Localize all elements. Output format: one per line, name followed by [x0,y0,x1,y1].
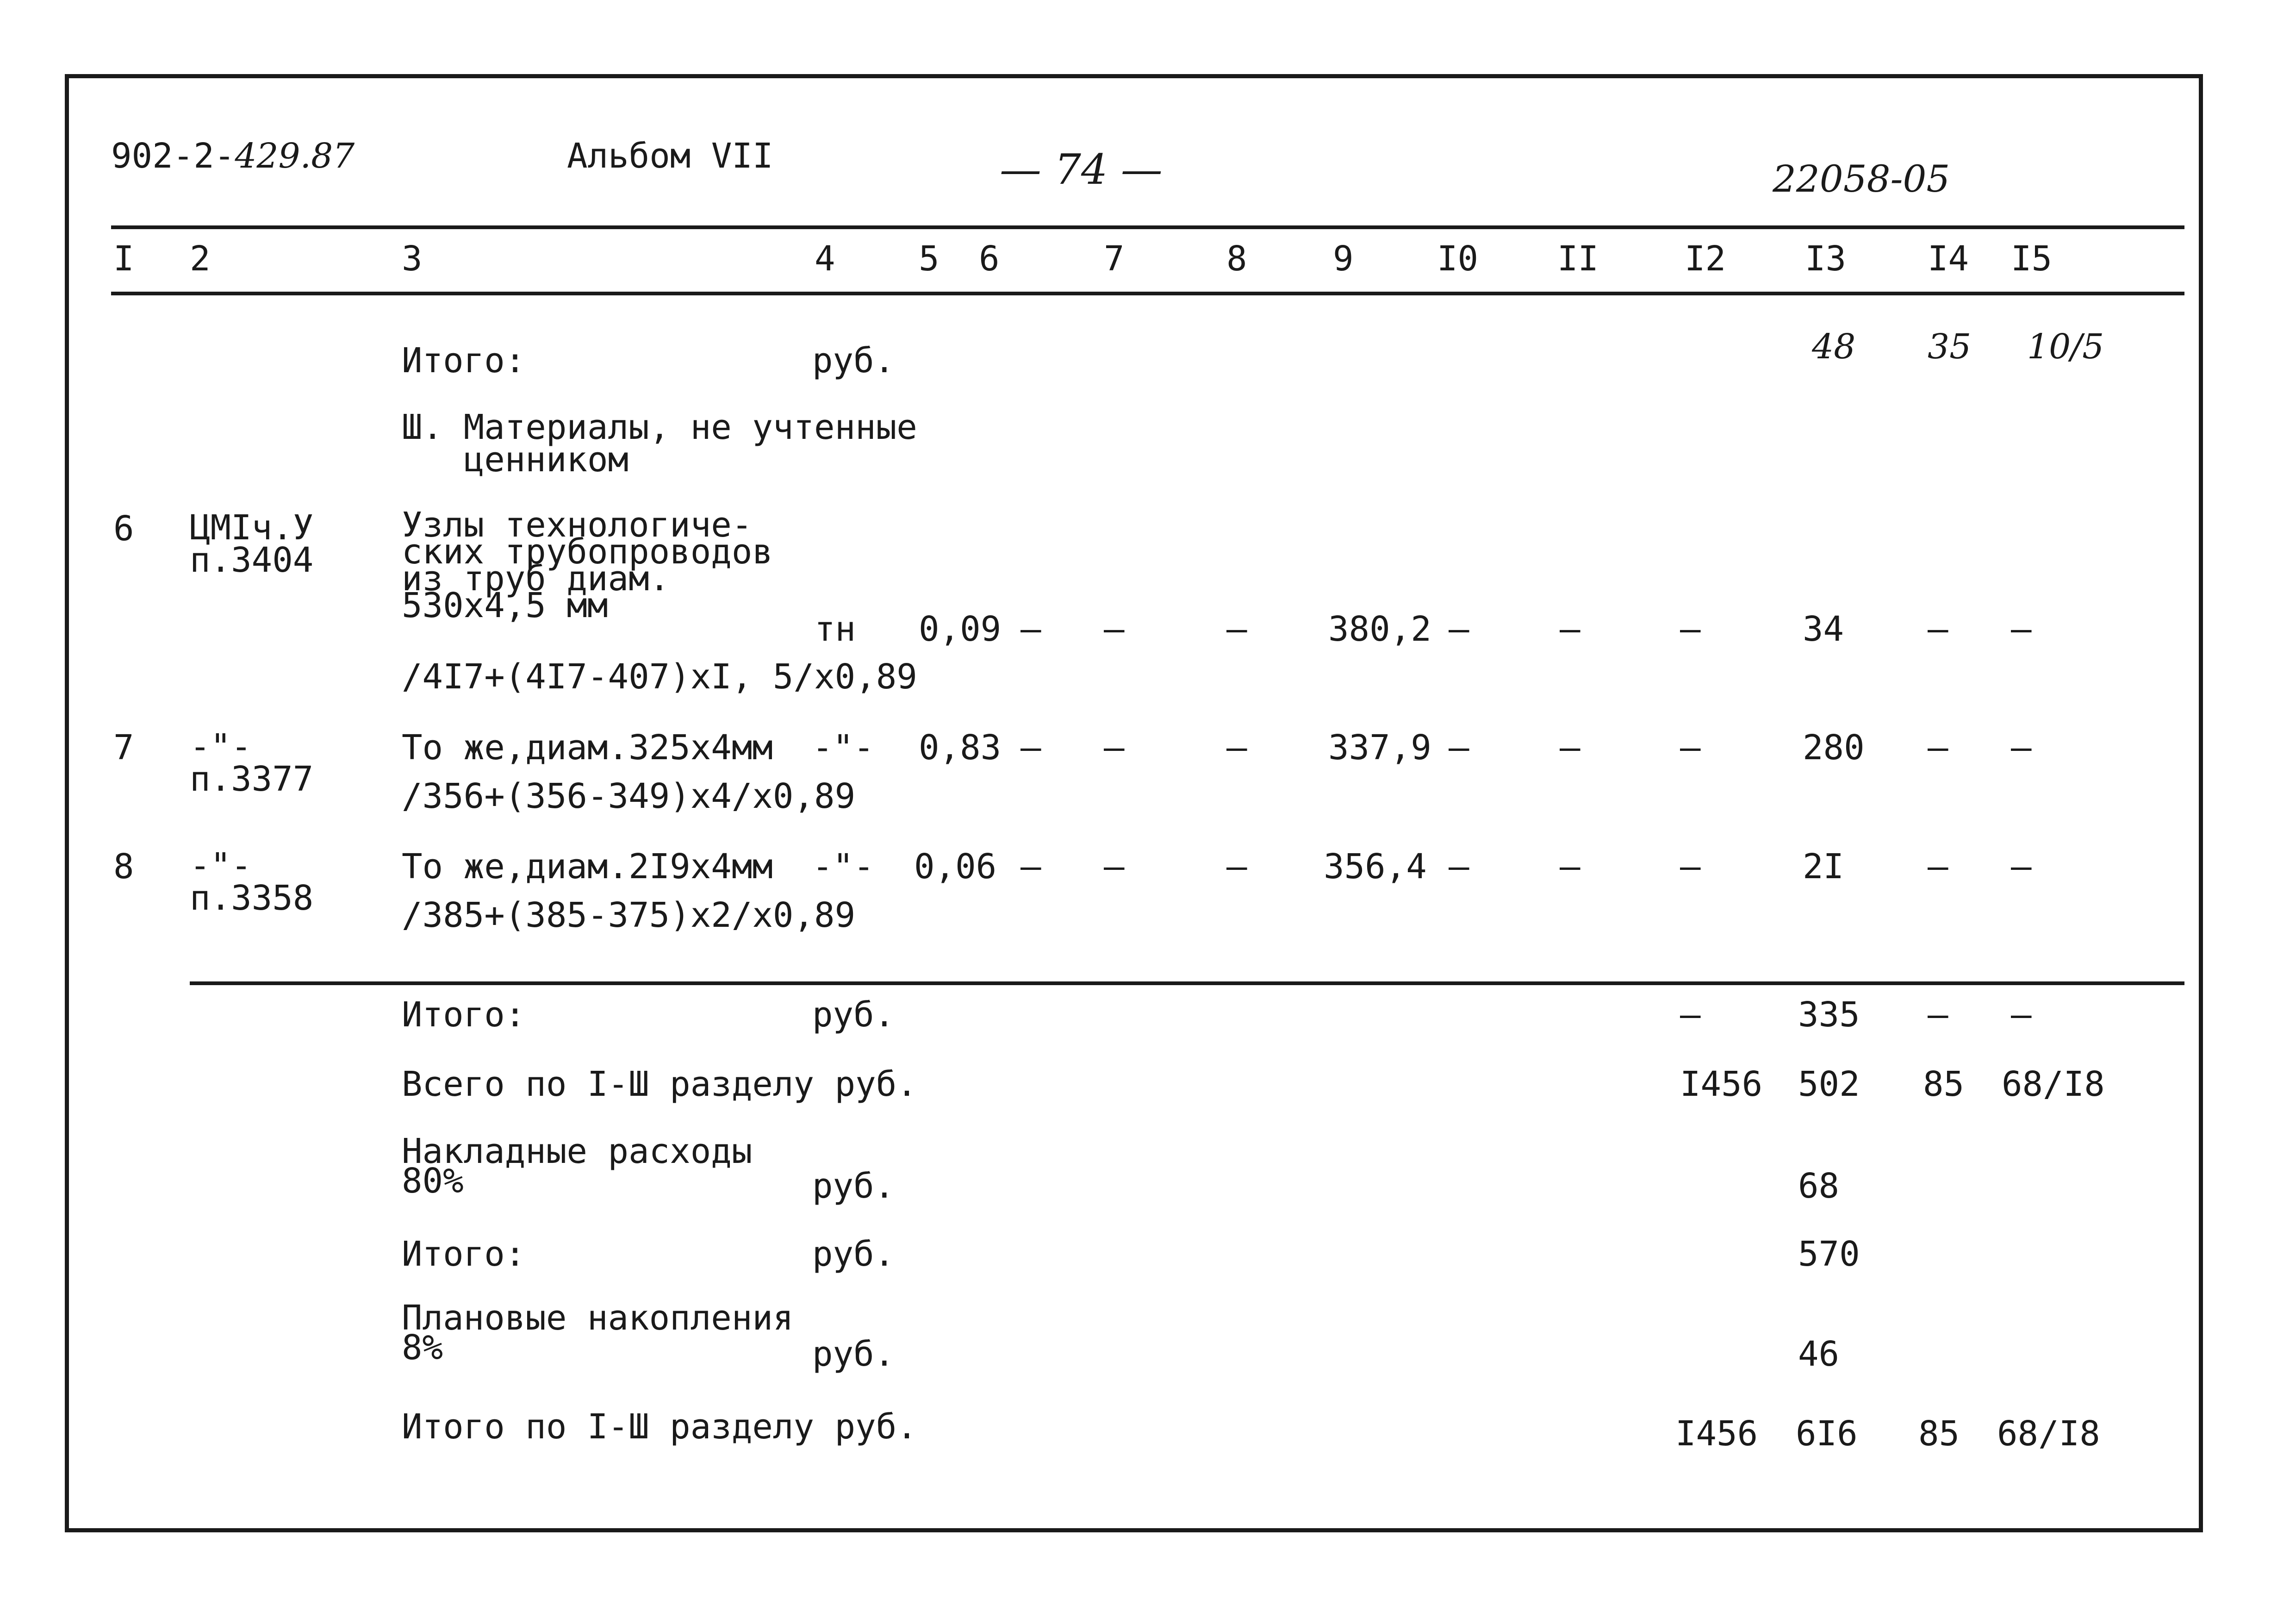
row-col11: – [1560,728,1580,768]
row-col10: – [1449,728,1469,768]
summary-label: Всего по I-Ш разделу руб. [402,1064,917,1104]
doc-code [111,136,355,176]
row-col15: – [2011,728,2032,768]
column-number: 9 [1333,239,1354,279]
summary-col13: 502 [1798,1064,1860,1104]
section-title: Ш. Материалы, не учтенные ценником [402,407,917,480]
row-col15: – [2011,847,2032,887]
column-number: I5 [2011,239,2053,279]
row-col9: 356,4 [1324,847,1427,887]
row-quantity: 0,83 [919,728,1002,768]
top-total-col14: 35 [1928,327,1972,367]
summary-unit: руб. [812,1234,895,1274]
summary-col15: 68/I8 [1997,1414,2100,1454]
summary-label: Итого по I-Ш разделу руб. [402,1407,917,1447]
row-col13: 2I [1803,847,1844,887]
top-total-col13: 48 [1812,327,1856,367]
column-number: I4 [1928,239,1969,279]
header-rule [111,225,2184,229]
column-number: 7 [1104,239,1125,279]
stamp-number: 22058-05 [1773,157,1950,200]
row-col7: – [1104,847,1125,887]
row-col15: – [2011,609,2032,649]
row-number: 7 [113,728,134,768]
row-unit: тн [815,609,856,649]
row-col8: – [1226,847,1247,887]
row-description: То же,диам.2I9x4мм [402,847,773,887]
column-number: 2 [190,239,211,279]
row-col14: – [1928,728,1948,768]
row-col12: – [1680,728,1701,768]
column-number: 4 [815,239,835,279]
summary-col15: – [2011,995,2032,1035]
summary-col12: I456 [1675,1414,1758,1454]
summary-col13: 68 [1798,1166,1840,1206]
column-number: 3 [402,239,423,279]
summary-col14: – [1928,995,1948,1035]
row-quantity: 0,09 [919,609,1002,649]
summary-label: Плановые накопления 8% [402,1298,794,1368]
column-number: 8 [1226,239,1247,279]
column-number: I3 [1805,239,1847,279]
row-code: -"- п.3358 [190,846,314,918]
summary-label: Накладные расходы 80% [402,1131,753,1201]
summary-col13: 6I6 [1796,1414,1858,1454]
row-col10: – [1449,847,1469,887]
summary-col12: – [1680,995,1701,1035]
summary-col13: 570 [1798,1234,1860,1274]
top-total-label: Итого: [402,341,526,381]
top-total-unit: руб. [812,341,895,381]
top-total-col15: 10/5 [2027,327,2104,367]
row-col13: 280 [1803,728,1865,768]
row-col6: – [1020,847,1041,887]
row-col8: – [1226,728,1247,768]
summary-unit: руб. [812,995,895,1035]
doc-code-printed: 902-2- [111,136,235,176]
row-col7: – [1104,728,1125,768]
summary-unit: руб. [812,1166,895,1206]
row-col14: – [1928,847,1948,887]
row-number: 8 [113,847,134,887]
row-formula: /4I7+(4I7-407)xI, 5/x0,89 [402,657,917,697]
row-formula: /356+(356-349)x4/x0,89 [402,776,856,816]
row-unit: -"- [812,847,874,887]
row-col9: 337,9 [1328,728,1431,768]
column-number: 6 [979,239,1000,279]
row-col8: – [1226,609,1247,649]
row-col9: 380,2 [1328,609,1431,649]
row-col7: – [1104,609,1125,649]
summary-col14: 85 [1918,1414,1960,1454]
summary-col15: 68/I8 [2002,1064,2105,1104]
summary-col12: I456 [1680,1064,1763,1104]
doc-code-handwritten: 429.87 [235,136,355,176]
row-col10: – [1449,609,1469,649]
row-col12: – [1680,609,1701,649]
summary-unit: руб. [812,1334,895,1374]
row-formula: /385+(385-375)x2/x0,89 [402,895,856,935]
column-number: 5 [919,239,940,279]
page-number: — 74 — [1000,145,1163,194]
column-number: I2 [1685,239,1726,279]
album-label: Альбом VII [567,136,773,176]
row-col14: – [1928,609,1948,649]
row-code: ЦМIч.У п.3404 [190,508,314,580]
row-col11: – [1560,609,1580,649]
row-number: 6 [113,509,134,549]
summary-label: Итого: [402,995,526,1035]
row-col6: – [1020,728,1041,768]
row-col12: – [1680,847,1701,887]
column-number: II [1557,239,1599,279]
row-col6: – [1020,609,1041,649]
column-header-rule [111,292,2184,295]
column-number: I [113,239,134,279]
row-code: -"- п.3377 [190,727,314,799]
summary-col13: 46 [1798,1334,1840,1374]
summary-rule [190,981,2184,985]
row-unit: -"- [812,728,874,768]
summary-col13: 335 [1798,995,1860,1035]
row-col11: – [1560,847,1580,887]
summary-col14: 85 [1923,1064,1965,1104]
row-col13: 34 [1803,609,1844,649]
row-quantity: 0,06 [914,847,997,887]
row-description: Узлы технологиче- ских трубопроводов из труб диам. 530x4,5 мм [402,505,773,625]
column-number: I0 [1437,239,1479,279]
summary-label: Итого: [402,1234,526,1274]
row-description: То же,диам.325x4мм [402,728,773,768]
